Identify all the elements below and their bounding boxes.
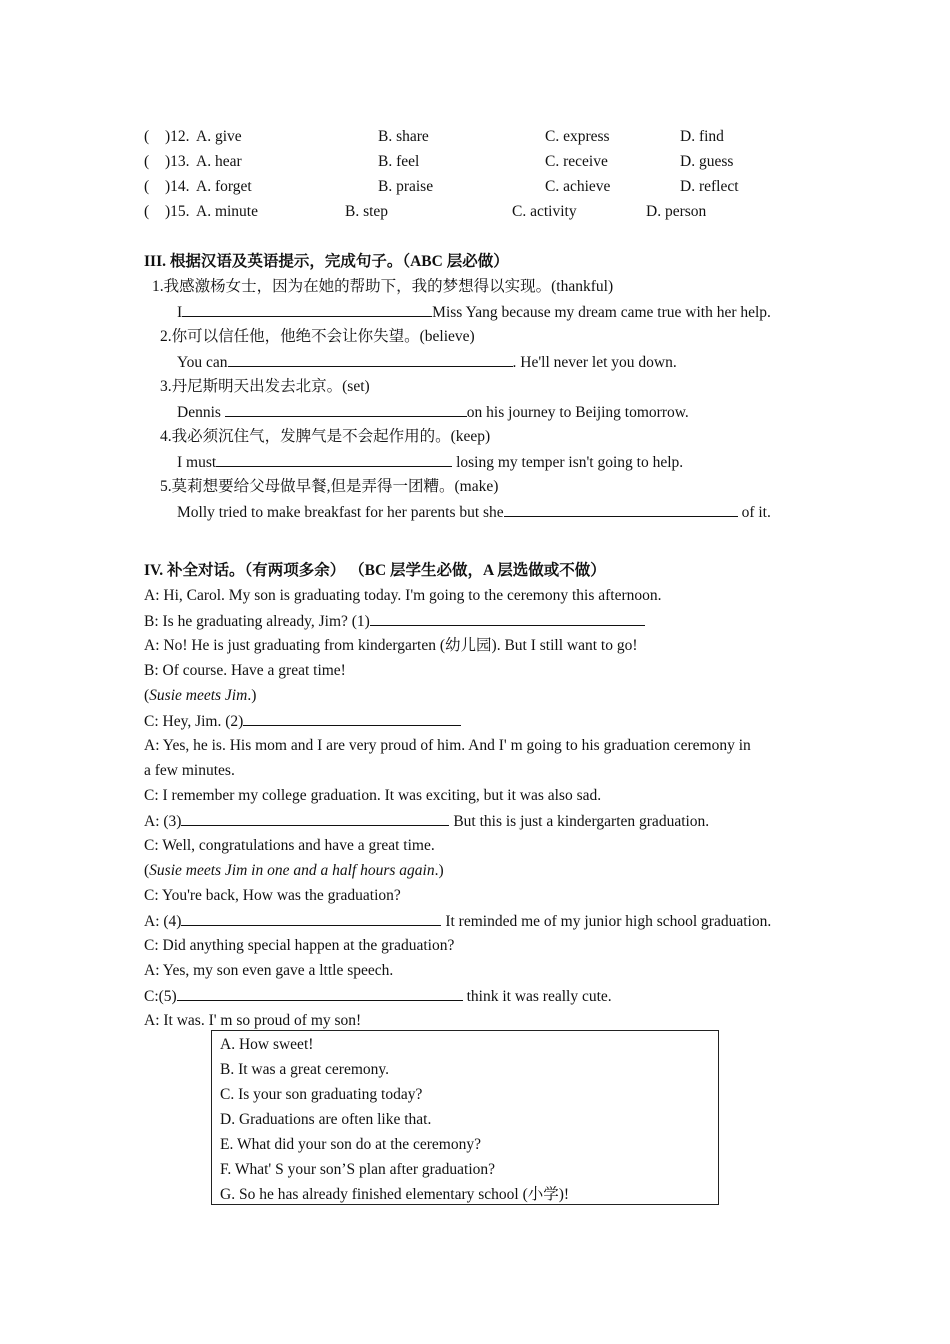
dialogue-line: C: You're back, How was the graduation? (144, 887, 401, 904)
dialogue-line: C: Well, congratulations and have a great time. (144, 837, 435, 854)
option-b: B. share (378, 128, 429, 145)
answer-blank[interactable] (216, 452, 452, 467)
answer-blank-3[interactable] (181, 811, 449, 826)
answer-blank[interactable] (182, 302, 432, 317)
dialogue-text: C: Hey, Jim. (2) (144, 713, 244, 730)
section3-item4-chinese: 4.我必须沉住气，发脾气是不会起作用的。(keep) (160, 428, 491, 445)
stage-direction (144, 861, 444, 881)
option-a: A. hear (196, 153, 242, 170)
dialogue-line: A: It was. I' m so proud of my son! (144, 1012, 362, 1029)
option-d: D. guess (680, 153, 734, 170)
dialogue-line (144, 986, 612, 1007)
choice-paren: ( (144, 128, 150, 145)
section3-item2-chinese: 2.你可以信任他，他绝不会让你失望。(believe) (160, 328, 475, 345)
option-a: A. give (196, 128, 242, 145)
option-item: D. Graduations are often like that. (220, 1111, 432, 1128)
choice-paren: ( (144, 153, 150, 170)
dialogue-text: C:(5) (144, 988, 177, 1005)
sentence-end: . He'll never let you down. (512, 354, 677, 371)
choice-number: )15. (165, 203, 190, 220)
section3-item5-english (177, 502, 771, 523)
choice-paren: ( (144, 178, 150, 195)
dialogue-line: C: Did anything special happen at the graduation? (144, 937, 455, 954)
sentence-start: Molly tried to make breakfast for her parents but she (177, 504, 504, 521)
dialogue-line: A: Hi, Carol. My son is graduating today. I'm going to the ceremony this afternoon. (144, 587, 662, 604)
choice-number: )14. (165, 178, 190, 195)
dialogue-text: B: Is he graduating already, Jim? (1) (144, 613, 370, 630)
dialogue-line: B: Of course. Have a great time! (144, 662, 346, 679)
option-item: C. Is your son graduating today? (220, 1086, 423, 1103)
dialogue-line: A: Yes, he is. His mom and I are very proud of him. And I' m going to his graduation ceremony in (144, 737, 751, 754)
answer-blank[interactable] (504, 502, 738, 517)
option-item: G. So he has already finished elementary school (小学)! (220, 1186, 570, 1203)
stage-direction (144, 686, 256, 706)
option-d: D. reflect (680, 178, 739, 195)
paren: .) (434, 862, 444, 879)
answer-blank-4[interactable] (181, 911, 441, 926)
paren: ( (144, 687, 150, 704)
section3-item5-chinese: 5.莫莉想要给父母做早餐,但是弄得一团糟。(make) (160, 478, 499, 495)
option-c: C. activity (512, 203, 577, 220)
option-item: E. What did your son do at the ceremony? (220, 1136, 481, 1153)
choice-paren: ( (144, 203, 150, 220)
choice-number: )13. (165, 153, 190, 170)
section3-item1-english (177, 302, 771, 323)
dialogue-line (144, 911, 771, 932)
sentence-start: I (177, 304, 183, 321)
choice-number: )12. (165, 128, 190, 145)
dialogue-line: A: Yes, my son even gave a lttle speech. (144, 962, 394, 979)
section4-title: IV. 补全对话。（有两项多余） （BC 层学生必做，A 层选做或不做） (144, 562, 606, 579)
option-d: D. find (680, 128, 724, 145)
answer-blank-5[interactable] (177, 986, 463, 1001)
answer-blank[interactable] (225, 402, 467, 417)
dialogue-line: A: No! He is just graduating from kindergarten (幼儿园). But I still want to go! (144, 637, 638, 654)
option-item: F. What' S your son’S plan after graduation? (220, 1161, 496, 1178)
dialogue-text: A: (3) (144, 813, 182, 830)
stage-direction-text: Susie meets Jim in one and a half hours again (149, 862, 435, 879)
option-item: B. It was a great ceremony. (220, 1061, 389, 1078)
sentence-end: of it. (737, 504, 771, 521)
option-b: B. feel (378, 153, 420, 170)
dialogue-line: a few minutes. (144, 762, 235, 779)
sentence-end: losing my temper isn't going to help. (452, 454, 684, 471)
option-b: B. step (345, 203, 389, 220)
dialogue-line (144, 611, 645, 632)
answer-blank-2[interactable] (243, 711, 461, 726)
section3-item1-chinese: 1.我感激杨女士，因为在她的帮助下，我的梦想得以实现。(thankful) (152, 278, 614, 295)
stage-direction-text: Susie meets Jim (149, 687, 248, 704)
dialogue-line (144, 811, 709, 832)
section3-item3-english (177, 402, 689, 423)
answer-blank-1[interactable] (370, 611, 645, 626)
section3-item2-english (177, 352, 677, 373)
option-c: C. achieve (545, 178, 611, 195)
answer-blank[interactable] (228, 352, 513, 367)
option-d: D. person (646, 203, 707, 220)
dialogue-text: A: (4) (144, 913, 182, 930)
paren: .) (247, 687, 257, 704)
option-a: A. forget (196, 178, 252, 195)
sentence-start: Dennis (177, 404, 225, 421)
sentence-end: on his journey to Beijing tomorrow. (466, 404, 689, 421)
sentence-start: I must (177, 454, 217, 471)
option-b: B. praise (378, 178, 434, 195)
section3-title: III. 根据汉语及英语提示，完成句子。（ABC 层必做） (144, 253, 509, 270)
option-c: C. express (545, 128, 610, 145)
section3-item4-english (177, 452, 683, 473)
option-item: A. How sweet! (220, 1036, 314, 1053)
option-c: C. receive (545, 153, 608, 170)
option-a: A. minute (196, 203, 258, 220)
sentence-start: You can (177, 354, 228, 371)
section3-item3-chinese: 3.丹尼斯明天出发去北京。(set) (160, 378, 370, 395)
dialogue-line: C: I remember my college graduation. It was exciting, but it was also sad. (144, 787, 602, 804)
paren: ( (144, 862, 150, 879)
dialogue-text: It reminded me of my junior high school graduation. (441, 913, 772, 930)
dialogue-text: But this is just a kindergarten graduation. (449, 813, 710, 830)
dialogue-line (144, 711, 461, 732)
sentence-end: Miss Yang because my dream came true with her help. (432, 304, 771, 321)
dialogue-text: think it was really cute. (462, 988, 612, 1005)
